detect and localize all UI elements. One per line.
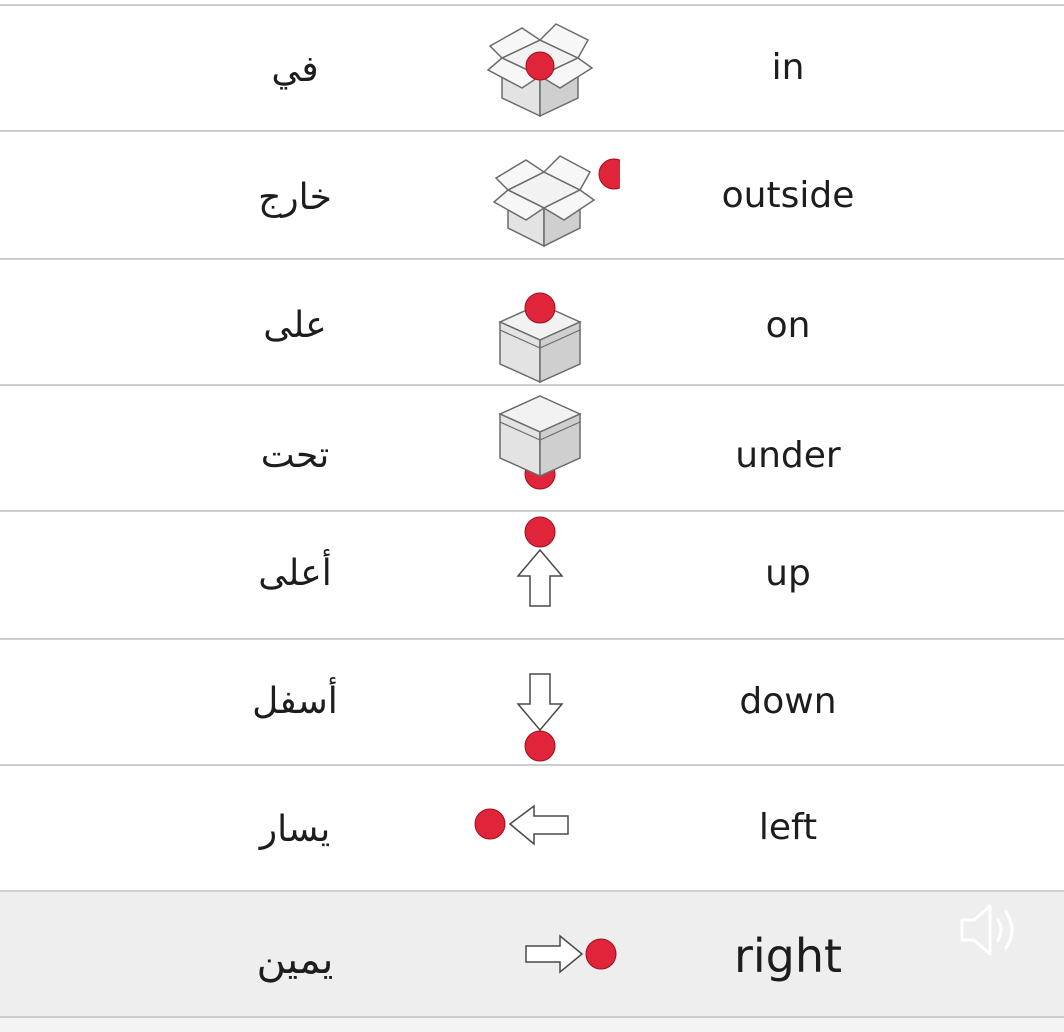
arrow-up-dot-icon (460, 514, 620, 610)
arabic-word: تحت (260, 435, 330, 476)
box-dot-inside-icon (460, 18, 620, 122)
arabic-word: يمين (256, 937, 334, 983)
box-dot-on-top-icon (460, 290, 620, 386)
english-word: up (765, 553, 811, 594)
arabic-word: أسفل (252, 681, 338, 722)
table-row[interactable] (0, 384, 1064, 512)
table-row[interactable] (0, 638, 1064, 766)
english-word: right (733, 929, 843, 983)
english-word: in (771, 47, 805, 88)
english-word: under (735, 435, 841, 476)
box-dot-under-icon (460, 392, 620, 492)
arabic-word: على (263, 305, 327, 346)
arabic-word: يسار (259, 809, 331, 850)
speaker-icon[interactable] (954, 898, 1024, 962)
box-dot-outside-icon (460, 150, 620, 254)
table-row[interactable] (0, 764, 1064, 892)
arabic-word: في (271, 49, 319, 90)
english-word: on (765, 305, 811, 346)
table-row[interactable] (0, 890, 1064, 1018)
arrow-down-dot-icon (460, 670, 620, 766)
english-word: down (739, 681, 837, 722)
table-bottom-edge (0, 1016, 1064, 1032)
arabic-word: أعلى (258, 553, 332, 594)
table-row[interactable] (0, 130, 1064, 260)
english-word: left (758, 807, 818, 848)
table-row[interactable] (0, 510, 1064, 640)
arabic-word: خارج (258, 177, 332, 218)
arrow-left-dot-icon (460, 800, 620, 856)
english-word: outside (721, 175, 855, 216)
table-row[interactable] (0, 4, 1064, 132)
arrow-right-dot-icon (460, 930, 620, 986)
table-row[interactable] (0, 258, 1064, 386)
